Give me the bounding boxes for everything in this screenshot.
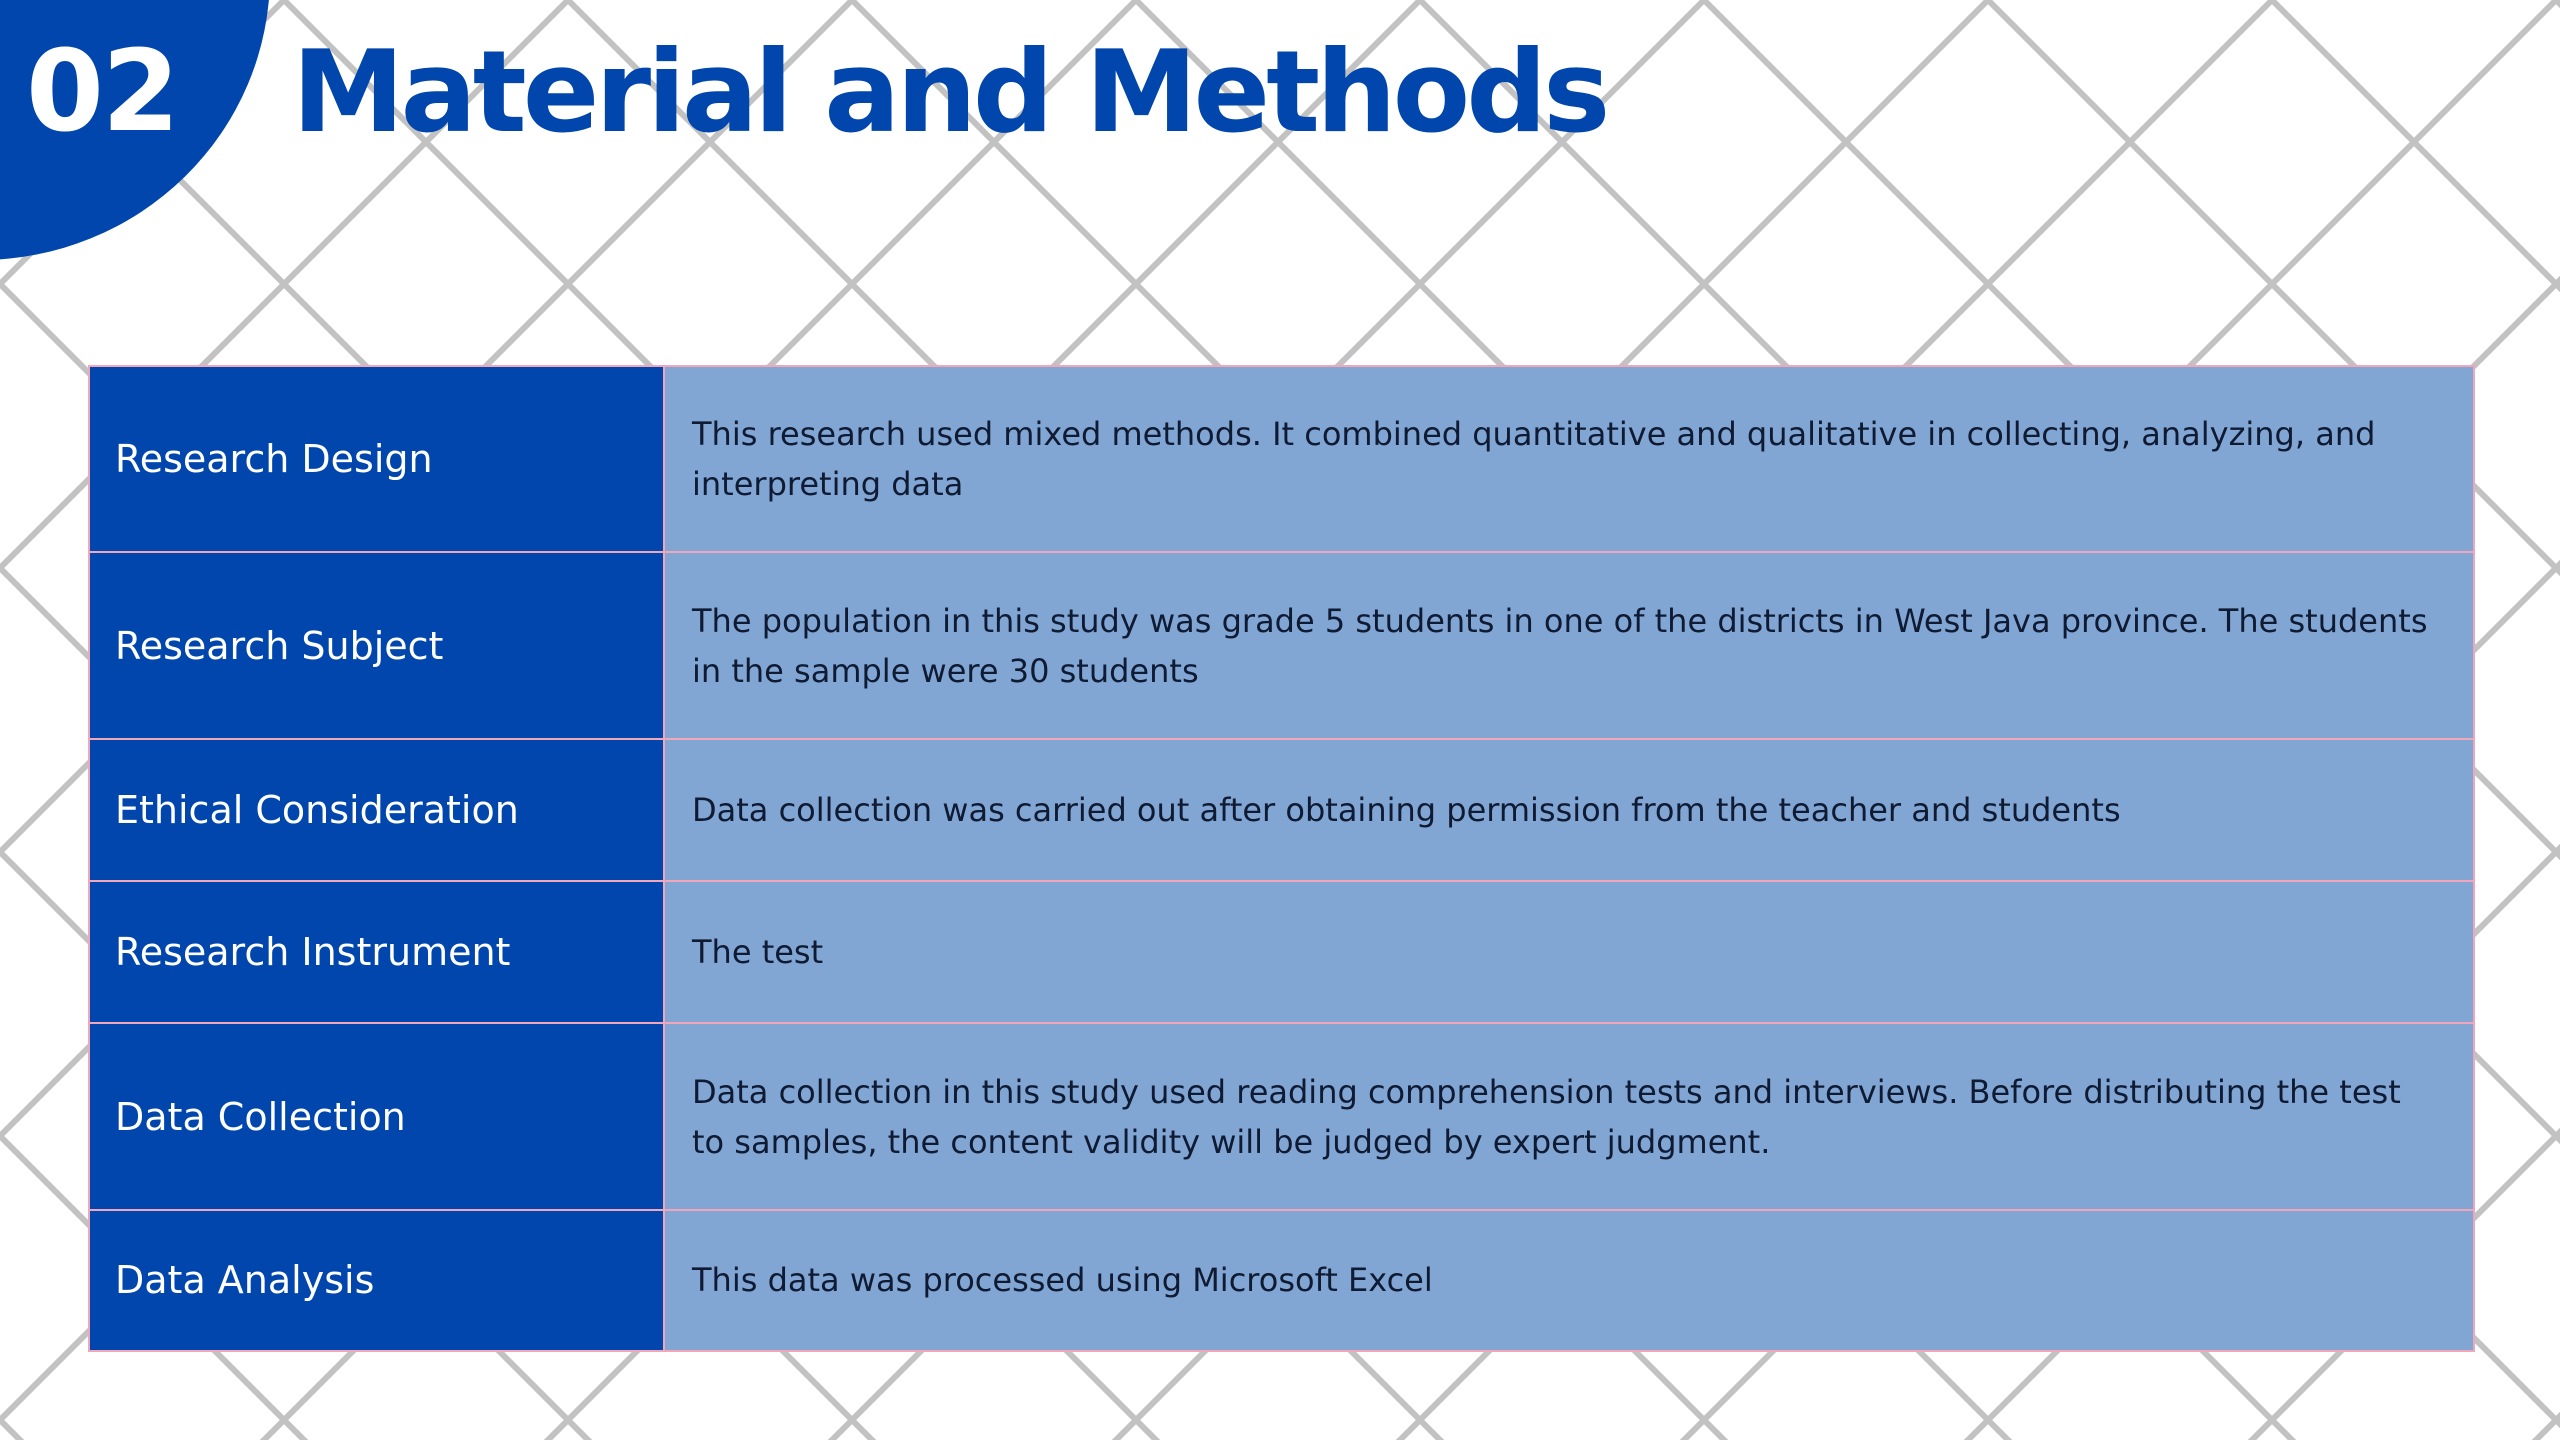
section-number: 02 — [26, 27, 178, 157]
table-row-data-collection — [89, 1023, 2474, 1209]
row-value-research-design: This research used mixed methods. It combined quantitative and qualitative in collecting, analyzing, and interpreting data — [664, 366, 2474, 552]
row-label-ethical-consideration: Ethical Consideration — [89, 739, 664, 881]
row-value-data-analysis: This data was processed using Microsoft Excel — [664, 1210, 2474, 1351]
row-value-data-collection: Data collection in this study used reading comprehension tests and interviews. Before distributing the test to samples, the content validity will be judged by expert judgment. — [664, 1023, 2474, 1209]
table-row-research-design — [89, 366, 2474, 552]
table-row-ethical-consideration — [89, 739, 2474, 881]
row-value-research-subject: The population in this study was grade 5 students in one of the districts in West Java province. The students in the sample were 30 students — [664, 552, 2474, 738]
row-value-ethical-consideration: Data collection was carried out after obtaining permission from the teacher and students — [664, 739, 2474, 881]
row-label-research-design: Research Design — [89, 366, 664, 552]
row-label-research-subject: Research Subject — [89, 552, 664, 738]
row-label-data-collection: Data Collection — [89, 1023, 664, 1209]
row-label-research-instrument: Research Instrument — [89, 881, 664, 1023]
table-row-research-subject — [89, 552, 2474, 738]
row-value-research-instrument: The test — [664, 881, 2474, 1023]
methods-table — [88, 365, 2475, 1352]
page-title: Material and Methods — [292, 26, 1607, 158]
row-label-data-analysis: Data Analysis — [89, 1210, 664, 1351]
table-row-data-analysis — [89, 1210, 2474, 1351]
table-row-research-instrument — [89, 881, 2474, 1023]
